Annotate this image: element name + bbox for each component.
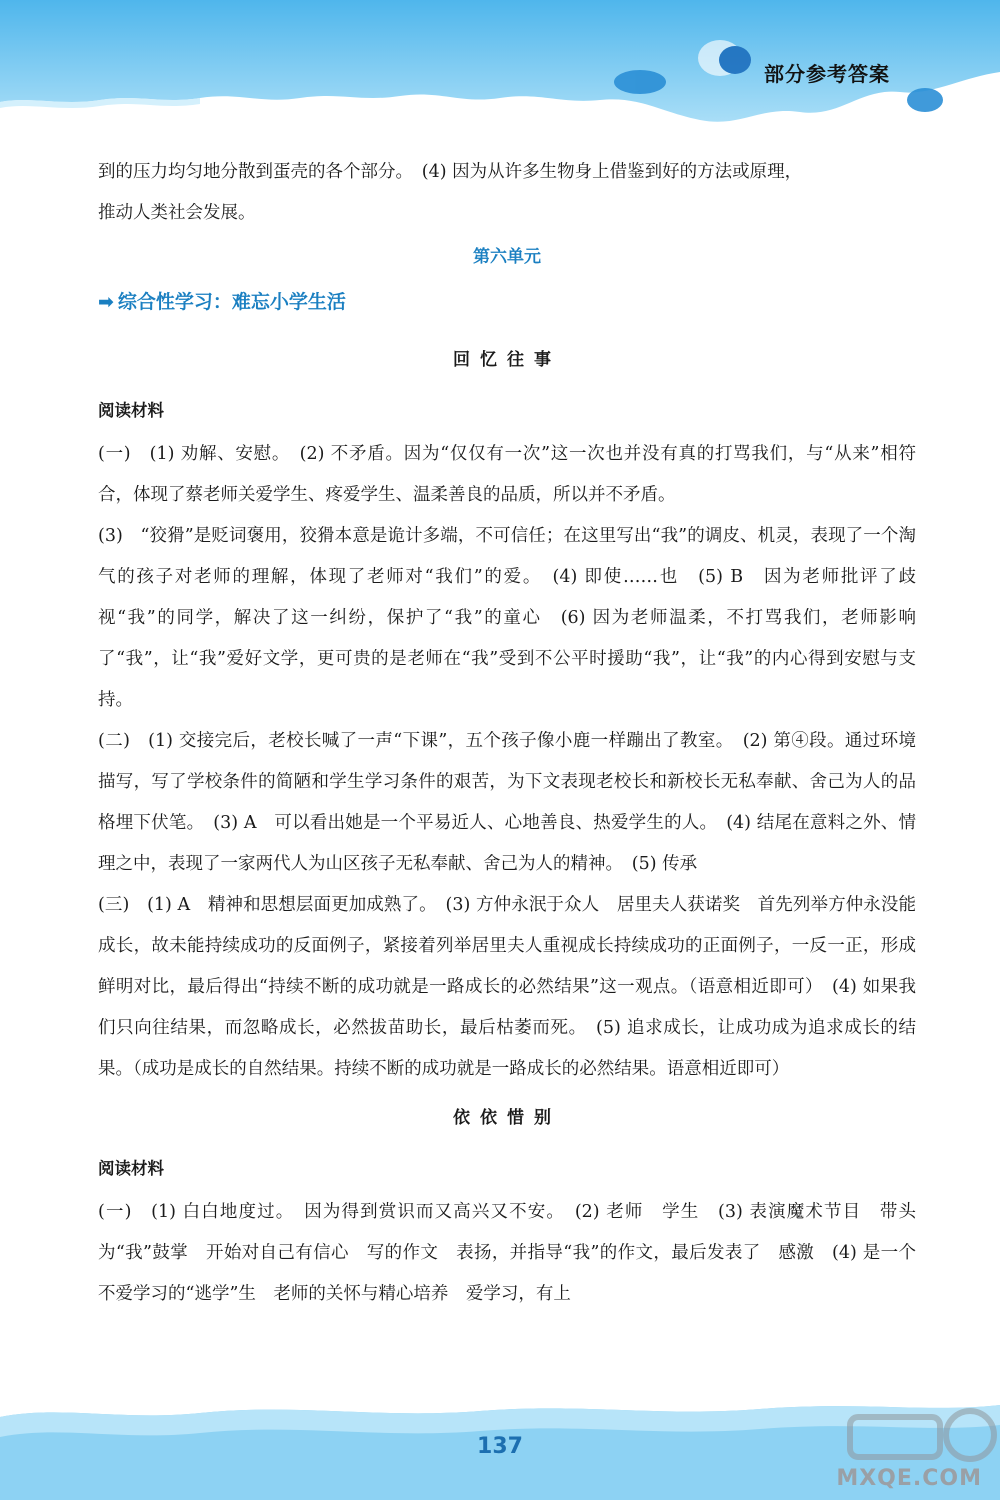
- answer-paragraph: (一) (1) 白白地度过。 因为得到赏识而又高兴又不安。 (2) 老师 学生 (3) 表演魔术节目 带头为“我”鼓掌 开始对自己有信心 写的作文 表扬，并指导“我”的作文，最后发表了 感激 (4) 是一个不爱学习的“逃学”生 老师的关怀与精心培养 爱学习，有上: [98, 1202, 916, 1304]
- section-title: [98, 282, 916, 322]
- intro-line: 推动人类社会发展。: [98, 203, 256, 223]
- answer-paragraph: (3) “狡猾”是贬词褒用，狡猾本意是诡计多端，不可信任；在这里写出“我”的调皮、机灵，表现了一个淘气的孩子对老师的理解，体现了老师对“我们”的爱。 (4) 即使……也 (5) B 因为老师批评了歧视“我”的同学，解决了这一纠纷，保护了“我”的童心 (6) 因为老师温柔，不打骂我们，老师影响了“我”，让“我”爱好文学，更可贵的是老师在“我”受到不公平时援助“我”，让“我”的内心得到安慰与支持。: [98, 526, 916, 710]
- page-number: 137: [477, 1434, 523, 1459]
- arrow-icon: ➡: [98, 291, 114, 313]
- answer-paragraph: (三) (1) A 精神和思想层面更加成熟了。 (3) 方仲永泯于众人 居里夫人获诺奖 首先列举方仲永没能成长，故未能持续成功的反面例子，紧接着列举居里夫人重视成长持续成功的正面例子，一反一正，形成鲜明对比，最后得出“持续不断的成功就是一路成长的必然结果”这一观点。（语意相近即可） (4) 如果我们只向往结果，而忽略成长，必然拔苗助长，最后枯萎而死。 (5) 追求成长，让成功成为追求成长的结果。（成功是成长的自然结果。持续不断的成功就是一路成长的必然结果。语意相近即可）: [98, 895, 916, 1079]
- watermark-text: MXQE.COM: [836, 1466, 982, 1491]
- article-title: 依依惜别: [453, 1108, 561, 1128]
- unit-title: 第六单元: [473, 247, 541, 267]
- answer-content: [98, 152, 916, 1315]
- answer-paragraph: (一) (1) 劝解、安慰。 (2) 不矛盾。因为“仅仅有一次”这一次也并没有真的打骂我们，与“从来”相符合，体现了蔡老师关爱学生、疼爱学生、温柔善良的品质，所以并不矛盾。: [98, 444, 916, 505]
- article-title: 回忆往事: [453, 350, 561, 370]
- intro-line: 到的压力均匀地分散到蛋壳的各个部分。 (4) 因为从许多生物身上借鉴到好的方法或原理，: [98, 162, 803, 182]
- material-label: 阅读材料: [98, 401, 164, 420]
- answer-paragraph: (二) (1) 交接完后，老校长喊了一声“下课”，五个孩子像小鹿一样蹦出了教室。 (2) 第④段。通过环境描写，写了学校条件的简陋和学生学习条件的艰苦，为下文表现老校长和新校长无私奉献、舍己为人的品格埋下伏笔。 (3) A 可以看出她是一个平易近人、心地善良、热爱学生的人。 (4) 结尾在意料之外、情理之中，表现了一家两代人为山区孩子无私奉献、舍己为人的精神。 (5) 传承: [98, 731, 916, 874]
- header-title: 部分参考答案: [764, 62, 890, 86]
- material-label: 阅读材料: [98, 1159, 164, 1178]
- section-title-text: 综合性学习：难忘小学生活: [117, 291, 346, 313]
